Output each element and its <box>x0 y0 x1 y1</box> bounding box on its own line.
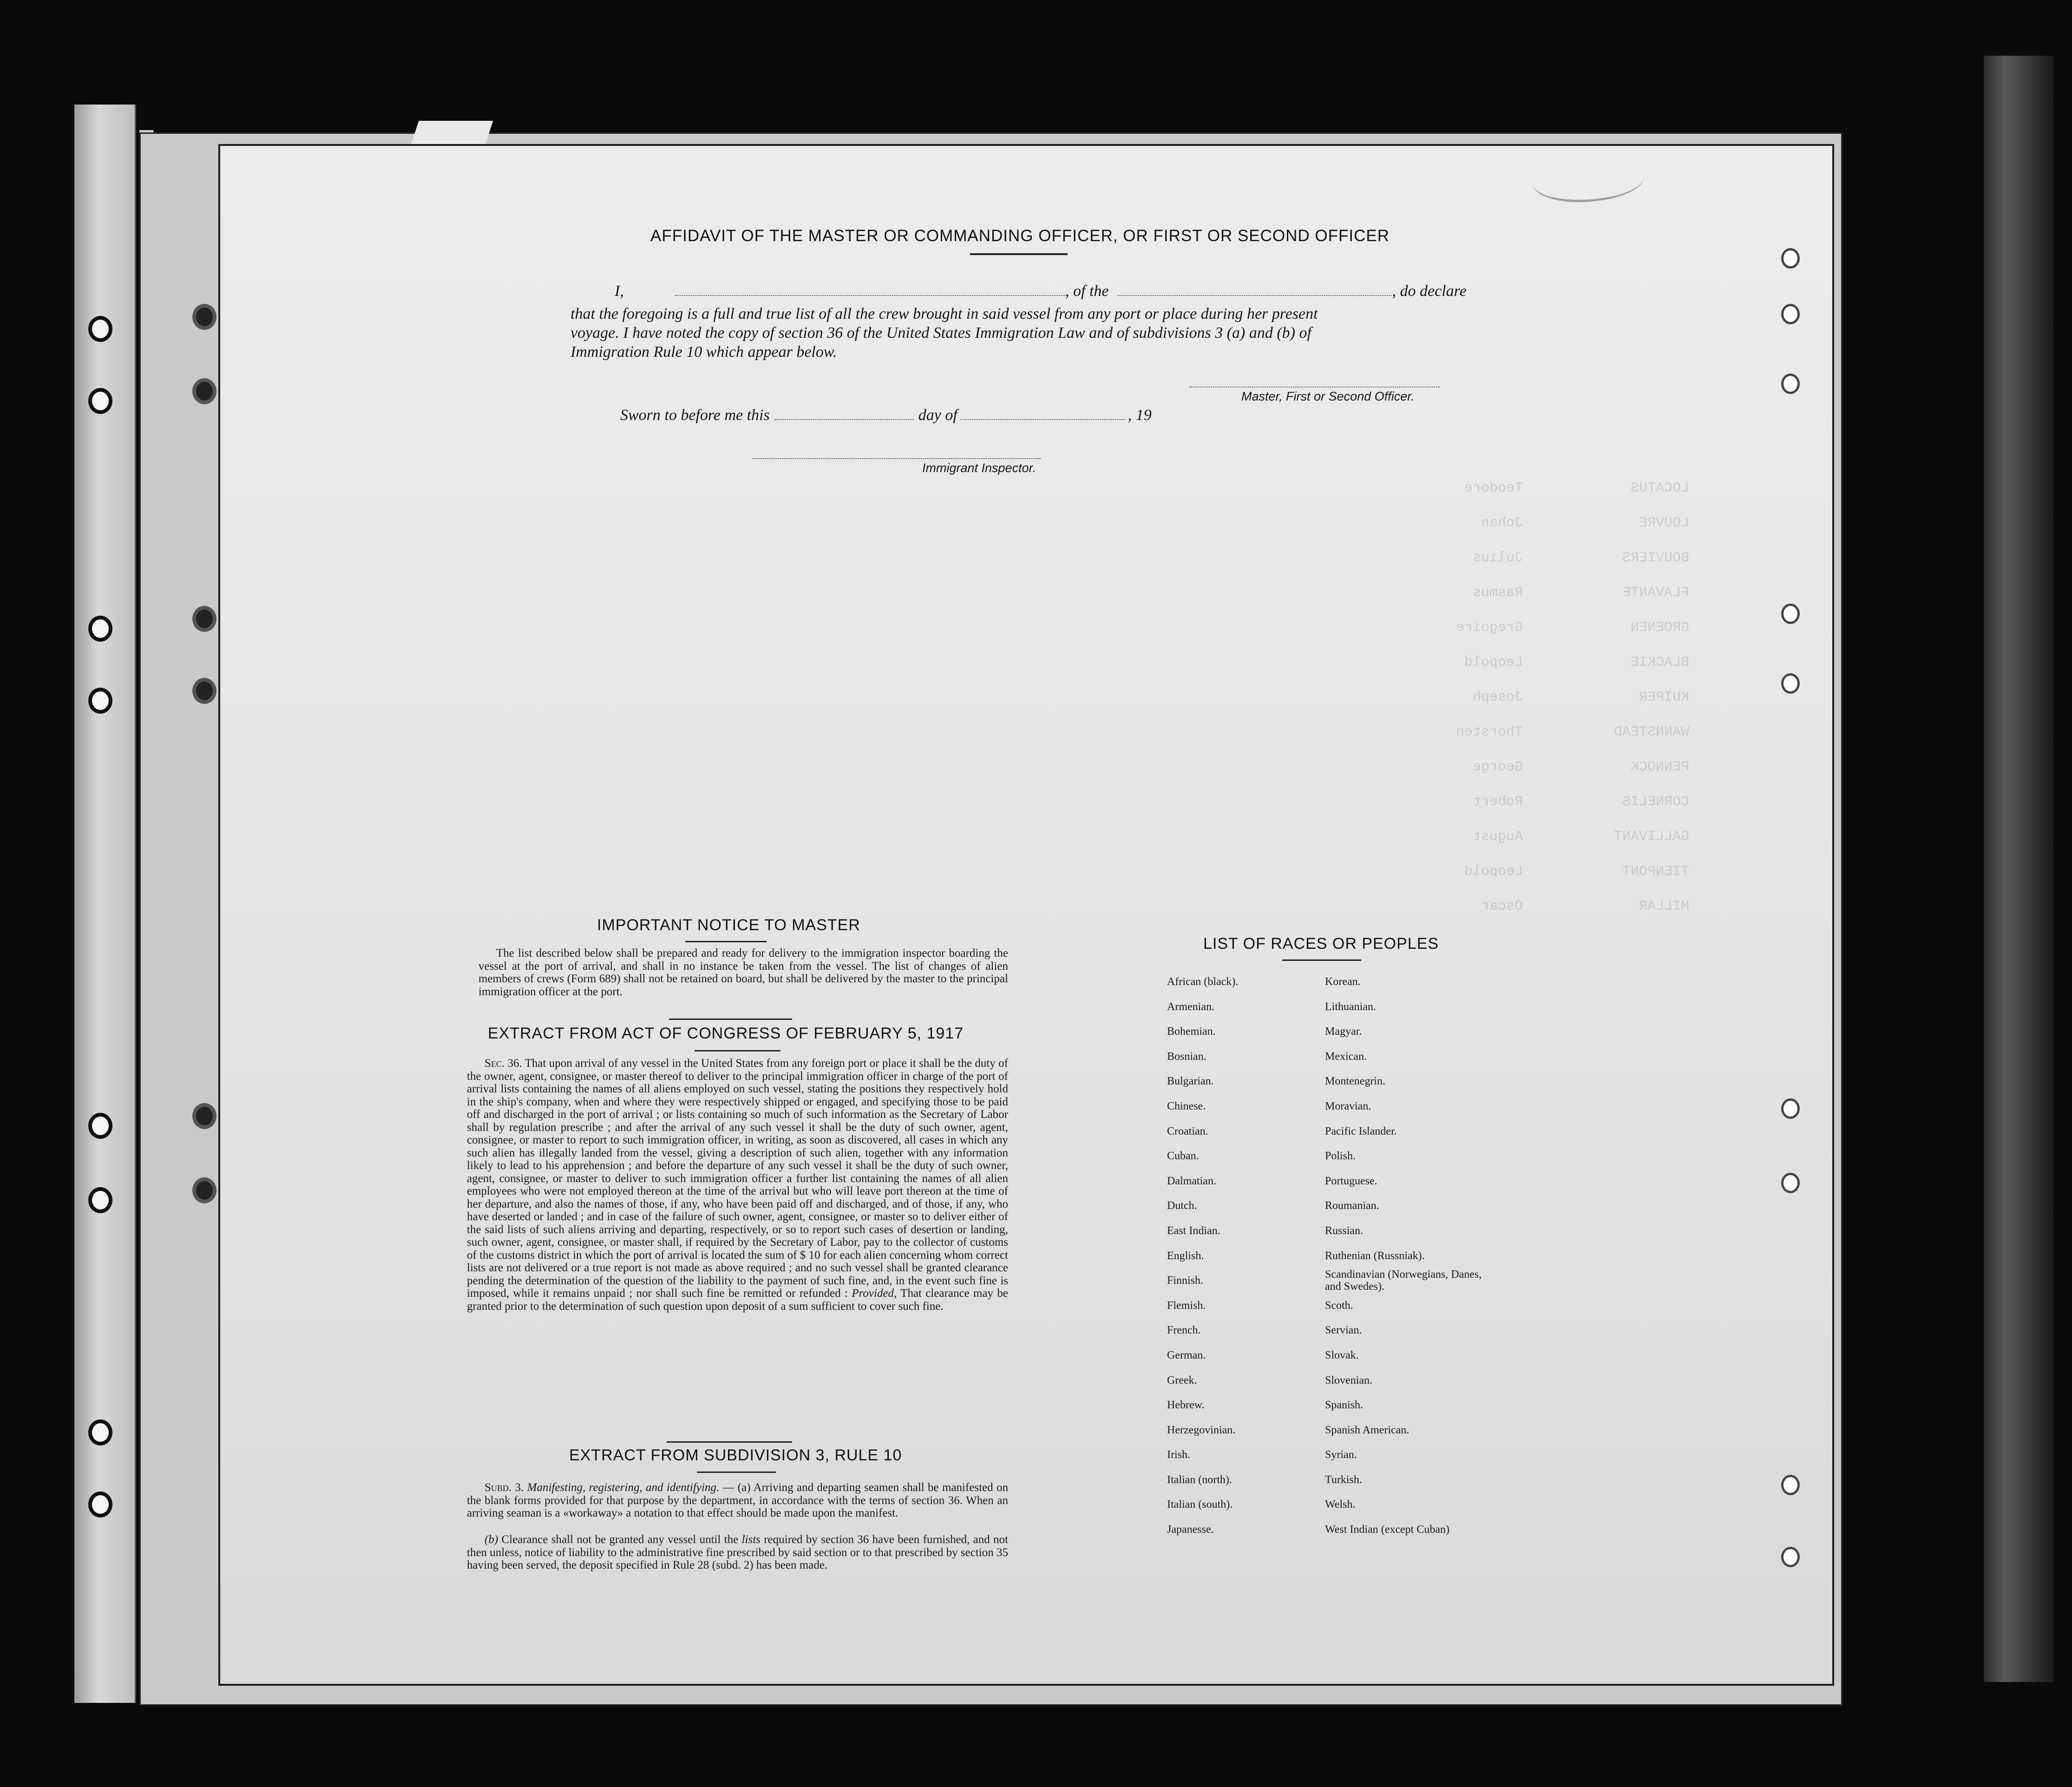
binder-hole <box>88 688 112 714</box>
race-item: Servian. <box>1325 1324 1362 1337</box>
binder-hole <box>88 1419 112 1445</box>
race-item: Russian. <box>1325 1224 1364 1237</box>
race-item: East Indian. <box>1167 1224 1220 1237</box>
race-item: Finnish. <box>1167 1275 1204 1287</box>
handwritten-zero-mark <box>1836 505 1933 652</box>
race-item: Italian (south). <box>1167 1498 1233 1511</box>
notice-rule <box>685 941 767 942</box>
race-item: Dutch. <box>1167 1200 1197 1212</box>
punch-hole <box>192 1177 216 1203</box>
affidavit-line-3: voyage. I have noted the copy of section 36 of the United States Immigration Law and of subdivisions 3 (a) and (b) of <box>570 324 1311 342</box>
section-label: Sec. 36. <box>485 1057 522 1070</box>
races-rule <box>1282 959 1361 961</box>
punch-hole <box>1781 1098 1800 1119</box>
binder-hole <box>88 316 112 342</box>
rule-extract-title: EXTRACT FROM SUBDIVISION 3, RULE 10 <box>569 1446 902 1464</box>
race-item: Scoth. <box>1325 1299 1353 1312</box>
punch-hole <box>192 304 216 330</box>
proviso-word: Provided, <box>852 1287 897 1300</box>
para-a-marker: — (a) <box>722 1481 751 1494</box>
affidavit-line-2: that the foregoing is a full and true list of all the crew brought in said vessel from any port or place during her present <box>570 305 1318 322</box>
right-page-edge <box>1984 56 2053 1682</box>
act-section-36 <box>467 1057 1008 1313</box>
race-item: Polish. <box>1325 1150 1356 1163</box>
race-item: Hebrew. <box>1167 1399 1205 1412</box>
race-item: Italian (north). <box>1167 1473 1232 1486</box>
race-item: Armenian. <box>1167 1000 1214 1013</box>
binder-hole <box>88 616 112 642</box>
race-item: Bulgarian. <box>1167 1075 1214 1088</box>
notice-text: The list described below shall be prepared and ready for delivery to the immigration inspector boarding the vessel at the port of arrival, and shall in no instance be taken from the vessel. The list of changes of alien members of crews (Form 689) shall not be retained on board, but shall be delivered by the master to the principal immigration officer at the port. <box>479 947 1008 998</box>
race-item: Flemish. <box>1167 1299 1206 1312</box>
sworn-month-blank[interactable] <box>960 419 1125 420</box>
punch-hole <box>1781 304 1800 324</box>
race-item: Irish. <box>1167 1449 1190 1461</box>
race-item: African (black). <box>1167 976 1239 988</box>
name-blank[interactable] <box>675 295 1065 296</box>
race-item: Welsh. <box>1325 1498 1356 1511</box>
bleed-through-surnames: LOCATUS LOUVRE BOUVIERS FLAVANTE GROENEN BLACKIE KUIPER WANNSTEAD PENNOCK CORNELIS GALLIVANT TIENPONT MILLAR <box>1614 480 1690 914</box>
form-page <box>218 144 1834 1686</box>
punch-hole <box>1781 1475 1800 1495</box>
master-signature-line[interactable] <box>1189 387 1440 388</box>
punch-hole <box>192 378 216 404</box>
punch-hole <box>1781 248 1800 269</box>
subd-label: Subd. 3. <box>485 1481 524 1494</box>
race-item: Lithuanian. <box>1325 1000 1376 1013</box>
punch-hole <box>192 1103 216 1129</box>
race-item: Portuguese. <box>1325 1175 1377 1187</box>
vessel-blank[interactable] <box>1118 295 1392 296</box>
section-text: That upon arrival of any vessel in the United States from any foreign port or place it shall be the duty of the owner, agent, consignee, or master thereof to deliver to the principal immigration officer in charge of the port of arrival lists containing the names of all aliens employed on such vessel, stating the positions they respectively hold in the ship's company, when and where they were respectively shipped or engaged, and specifying those to be paid off and discharged in the port of arrival ; or lists containing so much of such information as the Secretary of Labor shall by regulation prescribe ; and after the arrival of any such vessel it shall be the duty of such owner, agent, consignee, or master to report to such immigration officer, in writing, as soon as discovered, all cases in which any such alien has illegally landed from the vessel, giving a description of such alien, together with any information likely to lead to his apprehension ; and before the departure of any such vessel it shall be the duty of such owner, agent, consignee, or master to deliver to such immigration officer a further list containing the names of all alien employees who were not employed thereon at the time of the arrival but who will leave port thereon at the time of her departure, and also the names of those, if any, who have been paid off and discharged, and of those, if any, who have deserted or landed ; and in case of the failure of such owner, agent, consignee, or master so to deliver either of the said lists of such aliens arriving and departing, respectively, or so to report such cases of desertion or landing, such owner, agent, consignee, or master shall, if required by the Secretary of Labor, pay to the collector of customs of the customs district in which the port of arrival is located the sum of $ 10 for each alien concerning whom correct lists are not delivered or a true report is not made as above required ; and no such vessel shall be granted clearance pending the determination of the question of the liability to the payment of such fine, and, in the event such fine is imposed, while it remains unpaid ; nor shall such fine be remitted or refunded : <box>467 1057 1008 1300</box>
race-item: Magyar. <box>1325 1025 1362 1038</box>
race-item: Greek. <box>1167 1374 1197 1386</box>
race-item: Scandinavian (Norwegians, Danes, and Swedes). <box>1325 1268 1482 1293</box>
race-item: Syrian. <box>1325 1449 1357 1461</box>
master-signature-caption: Master, First or Second Officer. <box>1241 389 1415 403</box>
inspector-signature-caption: Immigrant Inspector. <box>922 461 1036 475</box>
binder-hole <box>88 1187 112 1213</box>
race-item: Korean. <box>1325 976 1361 988</box>
race-item: Slovenian. <box>1325 1374 1372 1386</box>
punch-hole <box>192 678 216 704</box>
para-a-text: Arriving and departing seamen shall be manifested on the blank forms provided for that purpose by the department, in accordance with the terms of section 36. When an arriving seaman is a «workaway» a notation to that effect should be made upon the manifest. <box>467 1481 1009 1519</box>
race-item: West Indian (except Cuban) <box>1325 1524 1449 1536</box>
binder-hole <box>88 1491 112 1518</box>
notice-title: IMPORTANT NOTICE TO MASTER <box>597 916 860 934</box>
punch-hole <box>1781 673 1800 694</box>
race-item: Spanish American. <box>1325 1424 1410 1436</box>
race-item: Chinese. <box>1167 1100 1206 1112</box>
punch-hole <box>192 606 216 632</box>
act-rule <box>695 1050 780 1051</box>
sworn-line <box>620 407 1152 424</box>
race-item: Croatian. <box>1167 1125 1208 1137</box>
punch-hole <box>1781 1173 1800 1193</box>
bleed-through-names: Teodore Johan Julius Rasmus Gregoire Leopold Joseph Thorsten George Robert August Leopold Oscar <box>1456 480 1523 914</box>
race-item: Mexican. <box>1325 1050 1367 1063</box>
race-item: Slovak. <box>1325 1349 1359 1361</box>
rule-divider <box>667 1441 792 1443</box>
punch-hole <box>1781 1547 1800 1567</box>
affidavit-title: AFFIDAVIT OF THE MASTER OR COMMANDING OFFICER, OR FIRST OR SECOND OFFICER <box>650 227 1390 245</box>
race-item: Japanesse. <box>1167 1524 1214 1536</box>
affidavit-declare: , do declare <box>1392 283 1467 300</box>
affidavit-i: I, <box>615 283 624 300</box>
sworn-day-blank[interactable] <box>774 419 914 420</box>
race-item: Herzegovinian. <box>1167 1424 1236 1436</box>
title-rule <box>970 253 1068 255</box>
race-item: Pacific Islander. <box>1325 1125 1397 1137</box>
race-item: Dalmatian. <box>1167 1175 1216 1187</box>
rule-para-a <box>467 1481 1008 1520</box>
races-left-column <box>1167 970 1238 1543</box>
act-extract-title: EXTRACT FROM ACT OF CONGRESS OF FEBRUARY 5, 1917 <box>488 1025 964 1042</box>
race-item: Ruthenian (Russniak). <box>1325 1249 1425 1262</box>
inspector-signature-line[interactable] <box>753 458 1041 459</box>
race-item: Spanish. <box>1325 1399 1364 1412</box>
affidavit-line-4: Immigration Rule 10 which appear below. <box>570 343 837 361</box>
race-item: Montenegrin. <box>1325 1075 1385 1088</box>
race-item: Turkish. <box>1325 1473 1362 1486</box>
proviso-text: That clearance may be granted prior to the determination of such question upon deposit of a sum sufficient to cover such fine. <box>467 1287 1008 1313</box>
affidavit-line-1 <box>570 283 1467 300</box>
notice-divider <box>669 1018 792 1020</box>
para-b-text-2: required by section 36 have been furnished, and not then unless, notice of liability to the administrative fine prescribed by said section or to that prescribed by section 35 having been served, the deposit specified in Rule 28 (subd. 2) has been made. <box>467 1533 1009 1571</box>
race-item: Bohemian. <box>1167 1025 1216 1038</box>
races-title: LIST OF RACES OR PEOPLES <box>1203 935 1439 953</box>
race-item: Cuban. <box>1167 1150 1199 1163</box>
binder-hole <box>88 388 112 414</box>
binder-hole <box>88 1113 112 1139</box>
punch-hole <box>1781 374 1800 394</box>
race-item: Bosnian. <box>1167 1050 1206 1063</box>
sworn-prefix: Sworn to before me this <box>620 407 770 424</box>
race-item: French. <box>1167 1324 1201 1337</box>
race-item: English. <box>1167 1249 1204 1262</box>
affidavit-of-the: , of the <box>1065 283 1109 300</box>
binder-strip <box>74 105 136 1703</box>
races-right-column <box>1325 970 1488 1543</box>
rule-extract-rule <box>697 1472 776 1473</box>
sworn-day-of: day of <box>918 407 957 424</box>
race-item: Moravian. <box>1325 1100 1371 1112</box>
race-item: Roumanian. <box>1325 1200 1379 1212</box>
para-b-marker: (b) <box>485 1533 498 1546</box>
race-item: German. <box>1167 1349 1206 1361</box>
para-b-text-1: Clearance shall not be granted any vessel until the <box>501 1533 739 1546</box>
punch-hole <box>1781 604 1800 624</box>
para-b-lists: lists <box>741 1533 761 1546</box>
subd-heading: Manifesting, registering, and identifying. <box>527 1481 720 1494</box>
rule-para-b <box>467 1533 1008 1572</box>
sworn-year: , 19 <box>1128 407 1152 424</box>
